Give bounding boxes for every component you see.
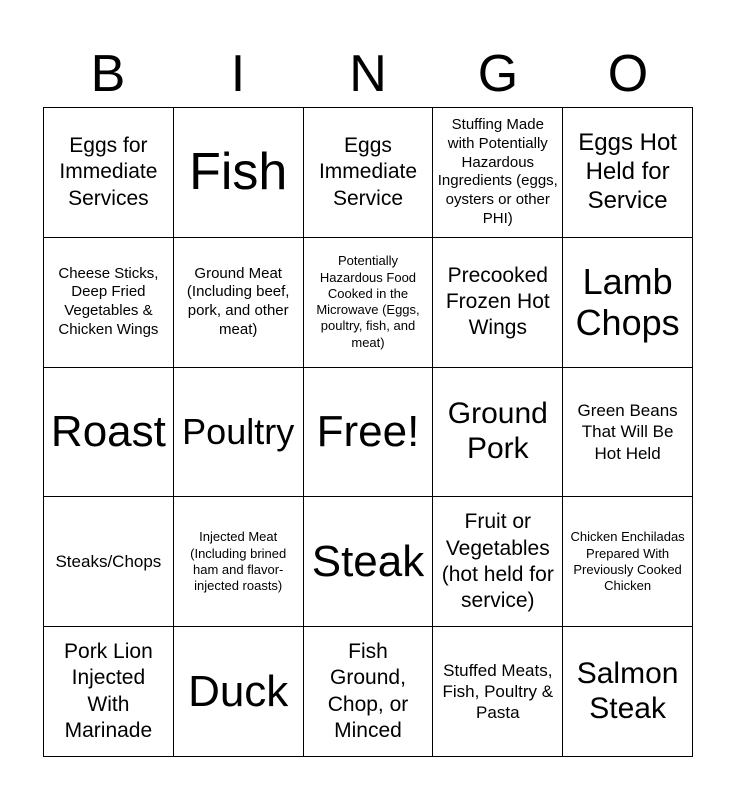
header-letter-i: I xyxy=(230,45,246,103)
cell-text: Steaks/Chops xyxy=(55,552,162,572)
cell-text: Green Beans That Will Be Hot Held xyxy=(577,401,678,463)
header-letter-b: B xyxy=(90,45,126,103)
cell-text: Precooked Frozen Hot Wings xyxy=(445,263,550,340)
cell-text: Duck xyxy=(188,666,289,716)
cell-text: Fish Ground, Chop, or Minced xyxy=(327,640,409,742)
bingo-cell[interactable] xyxy=(174,238,304,368)
bingo-cell[interactable] xyxy=(563,238,693,368)
bingo-cell[interactable] xyxy=(563,368,693,498)
cell-text: Pork Lion Injected With Marinade xyxy=(64,640,153,742)
bingo-cell[interactable] xyxy=(174,108,304,238)
cell-text: Poultry xyxy=(182,411,295,453)
cell-text: Eggs for Immediate Services xyxy=(59,134,158,210)
bingo-cell[interactable] xyxy=(174,497,304,627)
cell-text: Eggs Immediate Service xyxy=(318,134,418,210)
bingo-cell[interactable] xyxy=(433,368,563,498)
cell-text: Lamb Chops xyxy=(575,260,680,344)
bingo-cell[interactable] xyxy=(563,627,693,757)
cell-text: Free! xyxy=(316,407,420,457)
cell-text: Steak xyxy=(311,537,425,587)
bingo-cell[interactable] xyxy=(44,497,174,627)
header-letter-o: O xyxy=(607,45,649,103)
cell-text: Ground Pork xyxy=(447,397,548,465)
bingo-card-grid xyxy=(43,107,693,757)
header-letter-n: N xyxy=(349,45,387,103)
cell-text: Roast xyxy=(50,407,166,457)
bingo-cell[interactable] xyxy=(433,627,563,757)
bingo-cell[interactable] xyxy=(174,368,304,498)
bingo-cell[interactable] xyxy=(44,368,174,498)
free-space-cell[interactable] xyxy=(304,368,434,498)
cell-text: Potentially Hazardous Food Cooked in the Microwave (Eggs, poultry, fish, and meat) xyxy=(316,253,420,350)
bingo-header xyxy=(43,40,693,108)
bingo-cell[interactable] xyxy=(563,108,693,238)
bingo-cell[interactable] xyxy=(433,108,563,238)
cell-text: Stuffed Meats, Fish, Poultry & Pasta xyxy=(442,660,554,723)
cell-text: Ground Meat (Including beef, pork, and other meat) xyxy=(186,264,290,338)
cell-text: Cheese Sticks, Deep Fried Vegetables & Chicken Wings xyxy=(58,264,159,338)
cell-text: Fish xyxy=(189,142,288,201)
cell-text: Stuffing Made with Potentially Hazardous Ingredients (eggs, oysters or other PHI) xyxy=(437,116,558,227)
bingo-cell[interactable] xyxy=(304,108,434,238)
bingo-cell[interactable] xyxy=(433,238,563,368)
bingo-cell[interactable] xyxy=(44,627,174,757)
bingo-cell[interactable] xyxy=(44,108,174,238)
bingo-cell[interactable] xyxy=(433,497,563,627)
bingo-cell[interactable] xyxy=(304,497,434,627)
cell-text: Eggs Hot Held for Service xyxy=(578,129,677,214)
bingo-cell[interactable] xyxy=(563,497,693,627)
header-letter-g: G xyxy=(477,45,519,103)
cell-text: Salmon Steak xyxy=(576,657,679,725)
cell-text: Fruit or Vegetables (hot held for service) xyxy=(441,510,554,613)
bingo-cell[interactable] xyxy=(304,627,434,757)
cell-text: Chicken Enchiladas Prepared With Previously Cooked Chicken xyxy=(570,529,685,594)
cell-text: Injected Meat (Including brined ham and flavor-injected roasts) xyxy=(190,529,287,594)
bingo-cell[interactable] xyxy=(44,238,174,368)
bingo-cell[interactable] xyxy=(174,627,304,757)
bingo-cell[interactable] xyxy=(304,238,434,368)
